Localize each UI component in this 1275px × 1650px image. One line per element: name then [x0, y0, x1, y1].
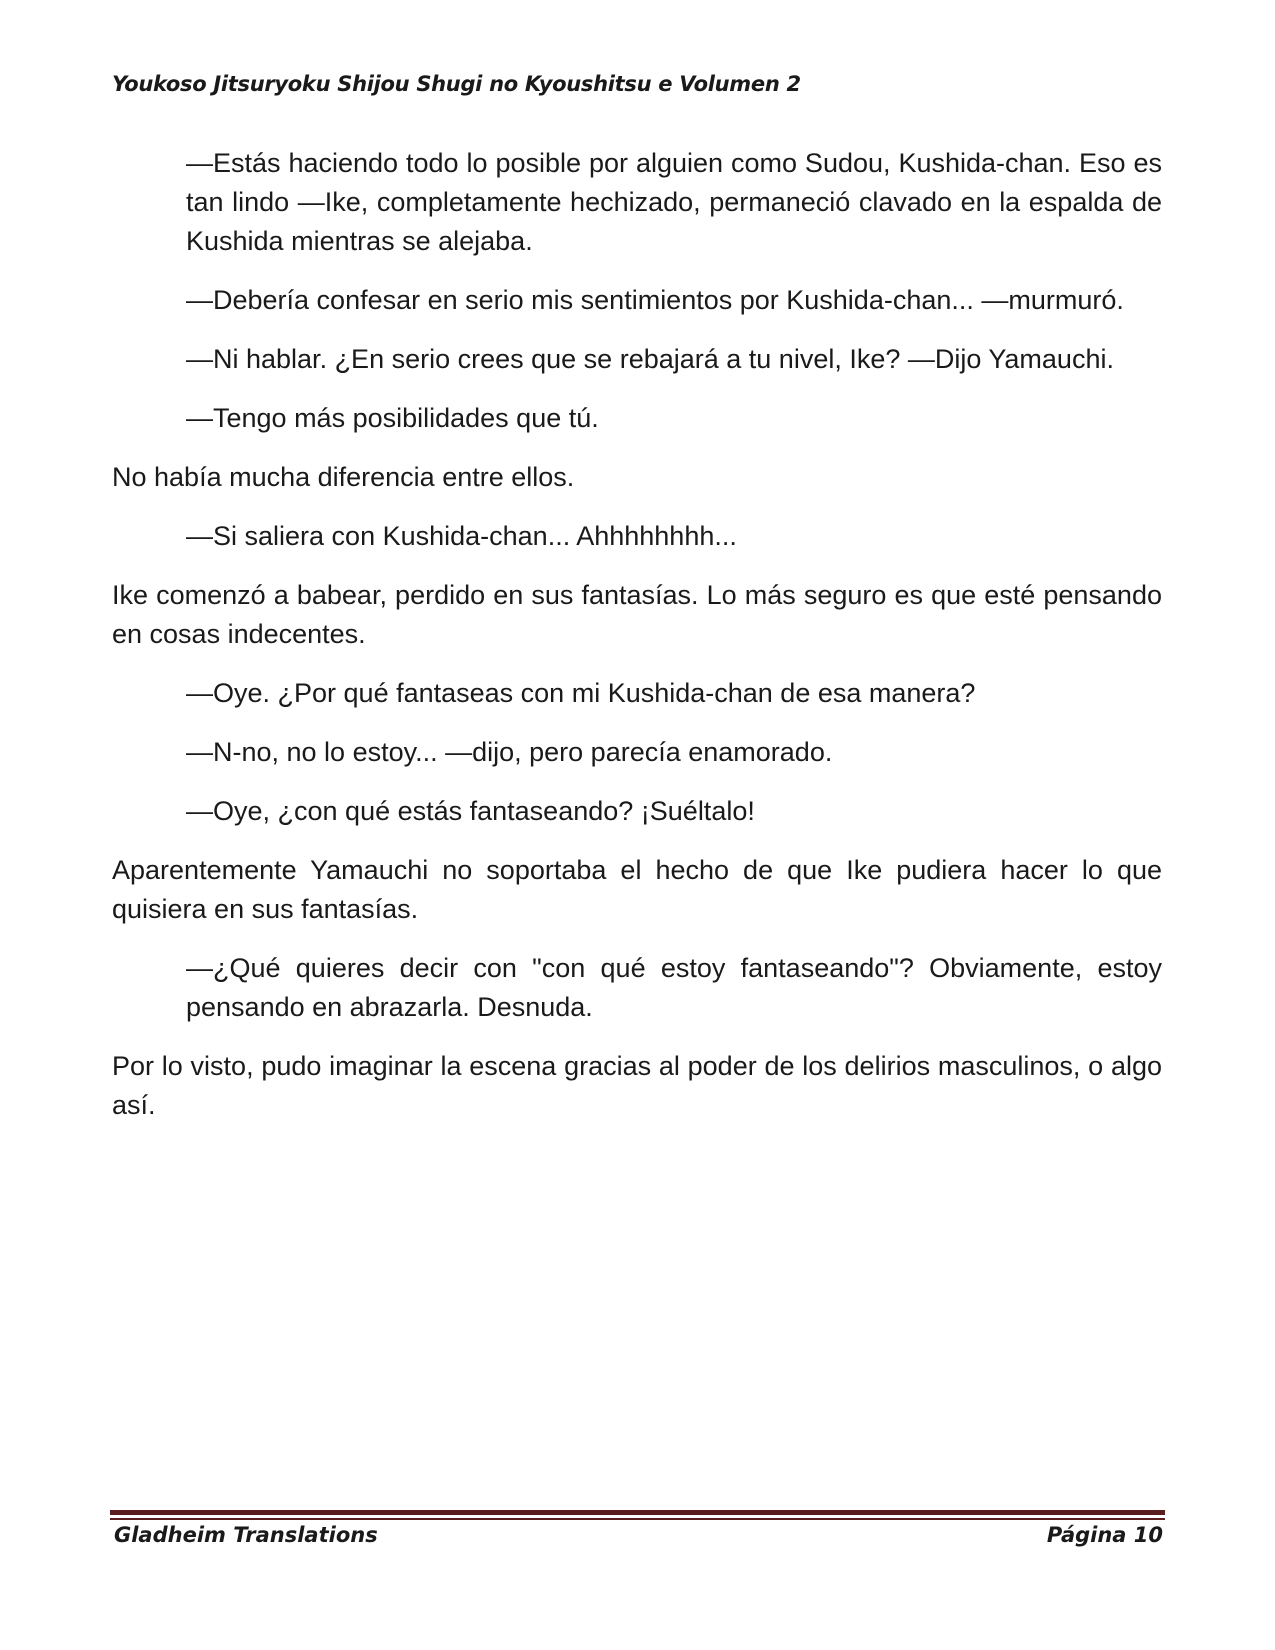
narration-paragraph: Aparentemente Yamauchi no soportaba el hecho de que Ike pudiera hacer lo que quisiera en sus fantasías.	[112, 855, 1162, 924]
footer-publisher: Gladheim Translations	[114, 1523, 378, 1547]
dialogue-paragraph: —N-no, no lo estoy... —dijo, pero parecía enamorado.	[186, 737, 833, 767]
dialogue-paragraph: —Si saliera con Kushida-chan... Ahhhhhhhh...	[186, 521, 737, 551]
narration-paragraph: No había mucha diferencia entre ellos.	[112, 462, 575, 492]
dialogue-paragraph: —¿Qué quieres decir con "con qué estoy fantaseando"? Obviamente, estoy pensando en abrazarla. Desnuda.	[186, 953, 1162, 1022]
narration-paragraph: Ike comenzó a babear, perdido en sus fantasías. Lo más seguro es que esté pensando en cosas indecentes.	[112, 580, 1162, 649]
document-body	[112, 144, 1162, 1145]
page-header-title: Youkoso Jitsuryoku Shijou Shugi no Kyoushitsu e Volumen 2	[112, 72, 801, 96]
narration-paragraph: Por lo visto, pudo imaginar la escena gracias al poder de los delirios masculinos, o algo así.	[112, 1051, 1162, 1120]
dialogue-paragraph: —Estás haciendo todo lo posible por alguien como Sudou, Kushida-chan. Eso es tan lindo —Ike, completamente hechizado, permaneció clavado en la espalda de Kushida mientras se alejaba.	[186, 148, 1162, 256]
dialogue-paragraph: —Debería confesar en serio mis sentimientos por Kushida-chan... —murmuró.	[186, 285, 1124, 315]
footer-divider-thin	[110, 1518, 1165, 1520]
dialogue-paragraph: —Oye, ¿con qué estás fantaseando? ¡Suéltalo!	[186, 796, 755, 826]
dialogue-paragraph: —Tengo más posibilidades que tú.	[186, 403, 599, 433]
dialogue-paragraph: —Ni hablar. ¿En serio crees que se rebajará a tu nivel, Ike? —Dijo Yamauchi.	[186, 344, 1114, 374]
page-number: Página 10	[1046, 1523, 1163, 1547]
dialogue-paragraph: —Oye. ¿Por qué fantaseas con mi Kushida-chan de esa manera?	[186, 678, 976, 708]
footer-divider-thick	[110, 1510, 1165, 1515]
